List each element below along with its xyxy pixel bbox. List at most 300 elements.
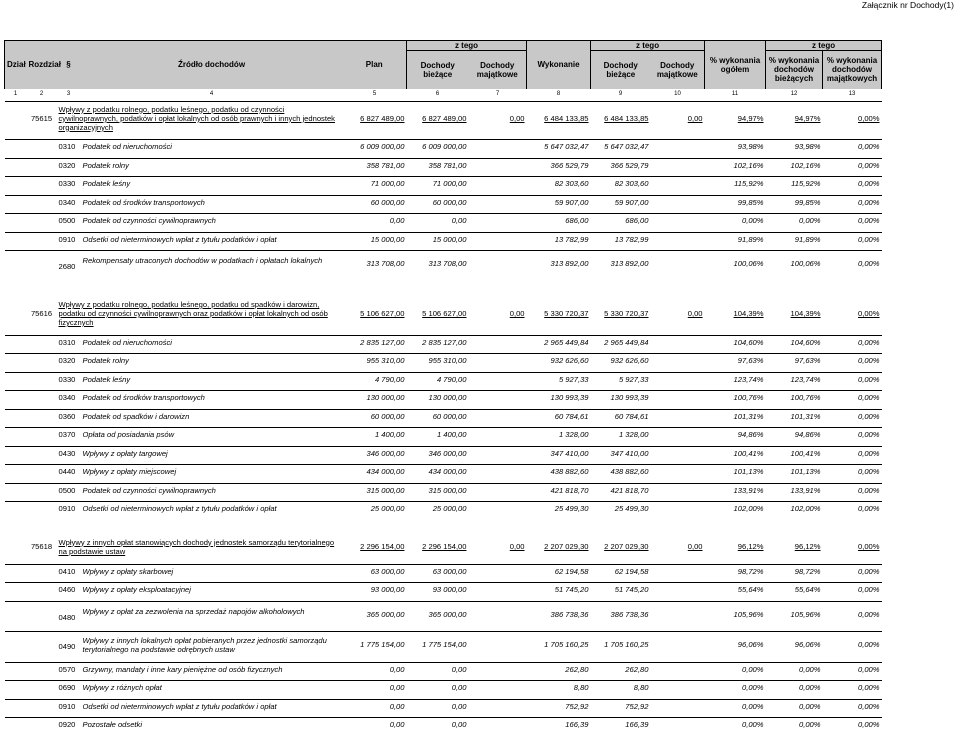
dzial-cell: [5, 446, 27, 460]
wyk-biezace-value: 6 484 133,85: [604, 113, 649, 123]
p2-value: 105,96%: [790, 609, 821, 619]
biez-value: 0,00: [451, 664, 467, 674]
paragraph-block: [57, 583, 343, 597]
rozdzial-cell: [27, 502, 57, 516]
paragraph-name: Podatek od nieruchomości: [82, 337, 172, 347]
header-rozdzial: Rozdział: [27, 41, 57, 89]
wmaj-value: [651, 158, 705, 172]
rozdzial-cell: [27, 446, 57, 460]
p1-value: 91,89%: [737, 234, 764, 244]
biez-value: 1 400,00: [436, 430, 467, 440]
wmaj-value: [651, 583, 705, 597]
header-zrodlo: Źródło dochodów: [81, 41, 343, 89]
wbiez-value: 8,80: [633, 683, 649, 693]
paragraph-code: 0910: [58, 234, 76, 244]
dzial-cell: [5, 232, 27, 246]
maj-value: [469, 583, 527, 597]
wyk-value: 1 705 160,25: [544, 640, 589, 650]
paragraph-row: [5, 372, 882, 386]
header-paragraf: §: [57, 41, 81, 89]
dzial-cell: [5, 251, 27, 277]
p1-value: 96,06%: [737, 640, 764, 650]
pct-ogolem-value: 104,39%: [733, 309, 764, 318]
header-pct-majatkowych: % wykonania dochodów majątkowych: [823, 51, 882, 89]
biez-value: 15 000,00: [432, 234, 467, 244]
column-number: 8: [527, 89, 591, 102]
plan-value: 0,00: [389, 216, 405, 226]
wyk-value: 421 818,70: [550, 485, 589, 495]
p2-value: 0,00%: [798, 701, 821, 711]
rozdzial-cell: [27, 335, 57, 349]
paragraph-block: [57, 428, 343, 442]
p3-value: 0,00%: [858, 374, 880, 384]
wyk-value: 166,39: [565, 720, 589, 730]
p2-value: 101,13%: [790, 467, 821, 477]
p1-value: 102,16%: [733, 160, 764, 170]
p2-value: 0,00%: [798, 664, 821, 674]
wmaj-value: [651, 601, 705, 627]
plan-biezace-value: 6 827 489,00: [422, 113, 467, 123]
plan-value: 955 310,00: [366, 356, 405, 366]
header-dzial: Dział: [5, 41, 27, 89]
rozdzial-cell: [27, 354, 57, 368]
p3-value: 0,00%: [858, 701, 880, 711]
paragraph-row: [5, 583, 882, 597]
rozdzial-cell: [27, 465, 57, 479]
paragraph-row: [5, 699, 882, 713]
p1-value: 0,00%: [741, 701, 764, 711]
wmaj-value: [651, 140, 705, 154]
wmaj-value: [651, 391, 705, 405]
rozdzial-cell: [27, 483, 57, 497]
paragraph-name: Podatek leśny: [82, 374, 131, 384]
paragraph-row: [5, 632, 882, 658]
paragraph-code: 0340: [58, 393, 76, 403]
maj-value: [469, 632, 527, 658]
paragraph-block: [57, 232, 343, 246]
rozdzial-cell: [27, 232, 57, 246]
header-wykonanie: Wykonanie: [527, 41, 591, 89]
wyk-value: 752,92: [565, 701, 589, 711]
rozdzial-cell: [27, 564, 57, 578]
biez-value: 434 000,00: [428, 467, 467, 477]
paragraph-block: [57, 409, 343, 423]
paragraph-row: [5, 158, 882, 172]
column-number: 11: [705, 89, 766, 102]
p2-value: 101,31%: [790, 411, 821, 421]
column-number: 9: [591, 89, 651, 102]
rozdzial-cell: [27, 662, 57, 676]
p1-value: 105,96%: [733, 609, 764, 619]
p3-value: 0,00%: [858, 393, 880, 403]
paragraph-code: 0320: [58, 356, 76, 366]
biez-value: 130 000,00: [428, 393, 467, 403]
wmaj-value: [651, 335, 705, 349]
dzial-cell: [5, 354, 27, 368]
paragraph-name: Podatek od środków transportowych: [82, 393, 205, 403]
p3-value: 0,00%: [858, 485, 880, 495]
wmaj-value: [651, 662, 705, 676]
p1-value: 101,31%: [733, 411, 764, 421]
paragraph-row: [5, 354, 882, 368]
p1-value: 101,13%: [733, 467, 764, 477]
dzial-cell: [5, 391, 27, 405]
p3-value: 0,00%: [858, 356, 880, 366]
header-pct-ogolem: % wykonania ogółem: [705, 41, 766, 89]
paragraph-block: [57, 335, 343, 349]
column-number: 13: [823, 89, 882, 102]
wmaj-value: [651, 564, 705, 578]
p1-value: 100,76%: [733, 393, 764, 403]
spacer-row: [5, 732, 882, 736]
header-dochody-majatkowe-wyk: Dochody majątkowe: [651, 51, 705, 89]
rozdzial-cell: [27, 632, 57, 658]
dzial-cell: [5, 428, 27, 442]
paragraph-name: Podatek od czynności cywilnoprawnych: [82, 485, 216, 495]
maj-value: [469, 335, 527, 349]
rozdzial-cell: [27, 158, 57, 172]
maj-value: [469, 251, 527, 277]
paragraph-row: [5, 251, 882, 277]
p3-value: 0,00%: [858, 430, 880, 440]
paragraph-name: Opłata od posiadania psów: [82, 430, 175, 440]
plan-value: 358 781,00: [366, 160, 405, 170]
p2-value: 102,00%: [790, 504, 821, 514]
rozdzial-cell: [27, 601, 57, 627]
dzial-cell: [5, 140, 27, 154]
wbiez-value: 5 927,33: [618, 374, 649, 384]
pct-majatkowych-value: 0,00%: [858, 542, 880, 551]
plan-majatkowe-value: 0,00: [509, 309, 525, 318]
paragraph-row: [5, 446, 882, 460]
paragraph-name: Rekompensaty utraconych dochodów w podatkach i opłatach lokalnych: [82, 256, 323, 266]
rozdzial-cell: [27, 583, 57, 597]
biez-value: 63 000,00: [432, 566, 467, 576]
paragraph-row: [5, 409, 882, 423]
p3-value: 0,00%: [858, 179, 880, 189]
rozdzial-cell: [27, 195, 57, 209]
paragraph-block: [57, 158, 343, 172]
p1-value: 94,86%: [737, 430, 764, 440]
rozdzial-number: 75616: [30, 309, 53, 318]
paragraph-code: 0340: [58, 197, 76, 207]
wmaj-value: [651, 372, 705, 386]
wyk-value: 62 194,58: [554, 566, 589, 576]
plan-value: 130 000,00: [366, 393, 405, 403]
header-row-top: [5, 41, 882, 51]
column-number: 5: [343, 89, 407, 102]
rozdzial-number: 75615: [30, 113, 53, 123]
wmaj-value: [651, 632, 705, 658]
paragraph-name: Wpływy z opłaty skarbowej: [82, 566, 174, 576]
column-number: 2: [27, 89, 57, 102]
paragraph-block: [57, 177, 343, 191]
wbiez-value: 62 194,58: [614, 566, 649, 576]
wyk-value: 347 410,00: [550, 448, 589, 458]
paragraph-code: 0500: [58, 216, 76, 226]
maj-value: [469, 177, 527, 191]
paragraph-row: [5, 601, 882, 627]
paragraph-name: Wpływy z opłat za zezwolenia na sprzedaż napojów alkoholowych: [82, 606, 305, 616]
paragraph-block: [57, 354, 343, 368]
column-number: 12: [766, 89, 823, 102]
paragraph-name: Wpływy z różnych opłat: [82, 683, 162, 693]
p3-value: 0,00%: [858, 720, 880, 730]
p3-value: 0,00%: [858, 197, 880, 207]
p3-value: 0,00%: [858, 411, 880, 421]
p1-value: 55,64%: [737, 585, 764, 595]
p2-value: 115,92%: [791, 179, 821, 189]
plan-value: 71 000,00: [370, 179, 405, 189]
paragraph-code: 0410: [58, 566, 76, 576]
header-z-tego-pct: z tego: [766, 41, 882, 51]
column-number: 1: [5, 89, 27, 102]
paragraph-code: 0490: [58, 641, 76, 651]
paragraph-code: 0500: [58, 485, 76, 495]
dzial-cell: [5, 601, 27, 627]
paragraph-block: [57, 214, 343, 228]
dzial-cell: [5, 177, 27, 191]
dzial-cell: [5, 195, 27, 209]
dzial-cell: [5, 465, 27, 479]
pct-majatkowych-value: 0,00%: [858, 113, 880, 123]
paragraph-block: [57, 718, 343, 732]
pct-ogolem-value: 96,12%: [737, 542, 764, 551]
paragraph-name: Wpływy z opłaty miejscowej: [82, 467, 177, 477]
dzial-cell: [5, 214, 27, 228]
wyk-value: 932 626,60: [550, 356, 589, 366]
income-table: [4, 40, 882, 736]
p1-value: 123,74%: [733, 374, 764, 384]
paragraph-code: 0360: [58, 411, 76, 421]
p2-value: 93,98%: [794, 142, 821, 152]
paragraph-name: Odsetki od nieterminowych wpłat z tytułu podatków i opłat: [82, 504, 277, 514]
paragraph-block: [57, 601, 343, 627]
biez-value: 1 775 154,00: [422, 640, 467, 650]
paragraph-block: [57, 564, 343, 578]
spacer-row: [5, 281, 882, 297]
paragraph-name: Podatek rolny: [82, 356, 129, 366]
plan-value: 6 009 000,00: [360, 142, 405, 152]
paragraph-name: Odsetki od nieterminowych wpłat z tytułu podatków i opłat: [82, 701, 277, 711]
wmaj-value: [651, 483, 705, 497]
p3-value: 0,00%: [858, 566, 880, 576]
paragraph-row: [5, 718, 882, 732]
rozdzial-cell: [27, 177, 57, 191]
p3-value: 0,00%: [858, 142, 880, 152]
p3-value: 0,00%: [858, 664, 880, 674]
wyk-value: 82 303,60: [554, 179, 589, 189]
paragraph-code: 0690: [58, 683, 76, 693]
p3-value: 0,00%: [858, 683, 880, 693]
p1-value: 100,06%: [733, 259, 764, 269]
maj-value: [469, 428, 527, 442]
paragraph-block: [57, 391, 343, 405]
wyk-value: 130 993,39: [550, 393, 589, 403]
wbiez-value: 366 529,79: [610, 160, 649, 170]
p1-value: 133,91%: [733, 485, 764, 495]
p3-value: 0,00%: [858, 504, 880, 514]
plan-value: 60 000,00: [370, 411, 405, 421]
maj-value: [469, 446, 527, 460]
chapter-row: [5, 297, 882, 331]
rozdzial-cell: [27, 391, 57, 405]
header-dochody-biezace: Dochody bieżące: [407, 51, 469, 89]
chapter-row: [5, 101, 882, 135]
biez-value: 71 000,00: [432, 179, 467, 189]
p2-value: 55,64%: [794, 585, 821, 595]
dzial-cell: [5, 372, 27, 386]
rozdzial-cell: [27, 372, 57, 386]
paragraph-name: Podatek rolny: [82, 160, 129, 170]
plan-value: 4 790,00: [374, 374, 405, 384]
dzial-cell: [5, 681, 27, 695]
paragraph-block: [57, 446, 343, 460]
p1-value: 97,63%: [737, 356, 764, 366]
biez-value: 0,00: [451, 683, 467, 693]
maj-value: [469, 354, 527, 368]
wyk-value: 686,00: [565, 216, 589, 226]
dzial-cell: [5, 502, 27, 516]
wbiez-value: 51 745,20: [614, 585, 649, 595]
biez-value: 315 000,00: [428, 485, 467, 495]
paragraph-row: [5, 335, 882, 349]
wbiez-value: 13 782,99: [614, 234, 649, 244]
paragraph-block: [57, 465, 343, 479]
biez-value: 365 000,00: [428, 609, 467, 619]
wyk-value: 8,80: [573, 683, 589, 693]
chapter-name: Wpływy z podatku rolnego, podatku leśnego, podatku od czynności cywilnoprawnych, podatków i opłat lokalnych od osób prawnych i innych jednostek organizacyjnych: [58, 104, 335, 132]
maj-value: [469, 601, 527, 627]
header-dochody-majatkowe: Dochody majątkowe: [469, 51, 527, 89]
wmaj-value: [651, 428, 705, 442]
wyk-majatkowe-value: 0,00: [687, 309, 703, 318]
plan-value: 0,00: [389, 683, 405, 693]
wmaj-value: [651, 409, 705, 423]
p2-value: 91,89%: [794, 234, 821, 244]
wbiez-value: 386 738,36: [610, 609, 649, 619]
wyk-value: 59 907,00: [554, 197, 589, 207]
paragraph-block: [57, 699, 343, 713]
biez-value: 0,00: [451, 701, 467, 711]
paragraph-block: [57, 483, 343, 497]
rozdzial-cell: [27, 428, 57, 442]
dzial-cell: [5, 158, 27, 172]
maj-value: [469, 718, 527, 732]
header-plan: Plan: [343, 41, 407, 89]
column-number: 3: [57, 89, 81, 102]
paragraph-block: [57, 195, 343, 209]
wbiez-value: 60 784,61: [614, 411, 649, 421]
wbiez-value: 262,80: [625, 664, 649, 674]
p2-value: 0,00%: [798, 683, 821, 693]
wmaj-value: [651, 502, 705, 516]
paragraph-code: 0370: [58, 430, 76, 440]
plan-value: 15 000,00: [370, 234, 405, 244]
paragraph-code: 0440: [58, 467, 76, 477]
plan-value: 434 000,00: [366, 467, 405, 477]
plan-value: 346 000,00: [366, 448, 405, 458]
paragraph-name: Podatek od czynności cywilnoprawnych: [82, 216, 216, 226]
maj-value: [469, 483, 527, 497]
rozdzial-cell: [27, 214, 57, 228]
biez-value: 93 000,00: [432, 585, 467, 595]
maj-value: [469, 214, 527, 228]
p2-value: 99,85%: [794, 197, 821, 207]
plan-value: 0,00: [389, 720, 405, 730]
paragraph-code: 0910: [58, 701, 76, 711]
plan-value: 313 708,00: [366, 259, 405, 269]
plan-value: 2 835 127,00: [360, 337, 405, 347]
p2-value: 100,06%: [790, 259, 821, 269]
wbiez-value: 130 993,39: [610, 393, 649, 403]
plan-majatkowe-value: 0,00: [509, 542, 525, 551]
paragraph-code: 0330: [58, 179, 76, 189]
biez-value: 60 000,00: [432, 411, 467, 421]
paragraph-code: 0570: [58, 664, 76, 674]
paragraph-block: [57, 502, 343, 516]
p1-value: 98,72%: [737, 566, 764, 576]
p1-value: 0,00%: [741, 664, 764, 674]
p3-value: 0,00%: [858, 259, 880, 269]
biez-value: 6 009 000,00: [422, 142, 467, 152]
paragraph-row: [5, 214, 882, 228]
wmaj-value: [651, 195, 705, 209]
p1-value: 93,98%: [737, 142, 764, 152]
pct-biezacych-value: 96,12%: [794, 542, 821, 551]
paragraph-row: [5, 564, 882, 578]
paragraph-code: 0910: [58, 504, 76, 514]
wbiez-value: 421 818,70: [610, 485, 649, 495]
paragraph-row: [5, 232, 882, 246]
biez-value: 955 310,00: [428, 356, 467, 366]
paragraph-block: [57, 662, 343, 676]
plan-biezace-value: 5 106 627,00: [422, 309, 467, 318]
maj-value: [469, 465, 527, 479]
wbiez-value: 313 892,00: [610, 259, 649, 269]
wyk-value: 2 965 449,84: [544, 337, 589, 347]
wykonanie-value: 2 207 029,30: [544, 542, 589, 551]
p1-value: 100,41%: [733, 448, 764, 458]
wyk-value: 386 738,36: [550, 609, 589, 619]
header-z-tego-wyk: z tego: [591, 41, 705, 51]
plan-value: 0,00: [389, 701, 405, 711]
paragraph-name: Odsetki od nieterminowych wpłat z tytułu podatków i opłat: [82, 234, 277, 244]
p3-value: 0,00%: [858, 640, 880, 650]
paragraph-row: [5, 177, 882, 191]
p2-value: 100,76%: [790, 393, 821, 403]
biez-value: 4 790,00: [436, 374, 467, 384]
p1-value: 0,00%: [741, 683, 764, 693]
wbiez-value: 5 647 032,47: [604, 142, 649, 152]
p3-value: 0,00%: [858, 216, 880, 226]
paragraph-row: [5, 428, 882, 442]
paragraph-row: [5, 662, 882, 676]
plan-value: 1 775 154,00: [360, 640, 405, 650]
p1-value: 0,00%: [741, 720, 764, 730]
p2-value: 0,00%: [798, 216, 821, 226]
wyk-value: 13 782,99: [554, 234, 589, 244]
plan-value: 2 296 154,00: [360, 542, 405, 551]
rozdzial-cell: [27, 140, 57, 154]
wmaj-value: [651, 214, 705, 228]
wyk-value: 5 927,33: [558, 374, 589, 384]
wyk-biezace-value: 2 207 029,30: [604, 542, 649, 551]
wbiez-value: 752,92: [625, 701, 649, 711]
maj-value: [469, 140, 527, 154]
paragraph-name: Pozostałe odsetki: [82, 720, 143, 730]
maj-value: [469, 232, 527, 246]
